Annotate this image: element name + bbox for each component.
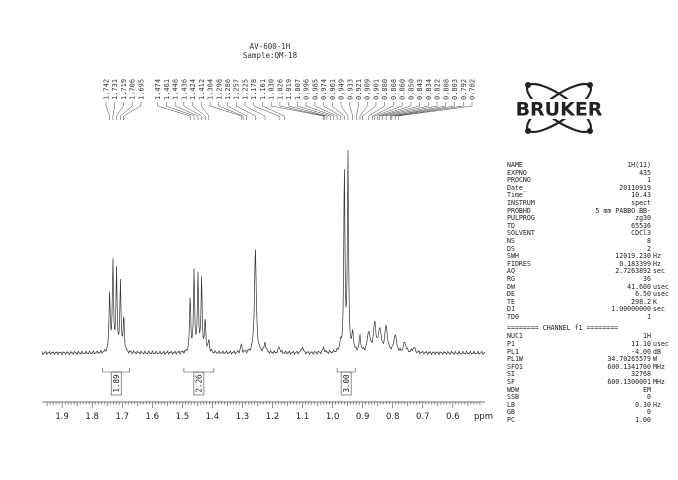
peak-label-leader — [362, 106, 376, 116]
parameter-name: SF — [507, 378, 515, 387]
x-axis-tick-label: 1.6 — [145, 412, 160, 422]
parameter-value: -4.00 — [631, 347, 651, 356]
peak-label: 0.949 — [337, 78, 346, 100]
peak-label: 0.880 — [381, 78, 390, 100]
parameter-value: 36 — [643, 274, 651, 283]
peak-label: 1.719 — [119, 78, 128, 100]
parameter-value: 20110919 — [619, 183, 651, 192]
parameter-name: P1 — [507, 340, 515, 349]
peak-label: 1.436 — [180, 78, 189, 100]
peak-label: 1.257 — [232, 78, 241, 100]
parameter-value: 298.2 — [631, 297, 651, 306]
peak-label: 1.026 — [276, 78, 285, 100]
parameter-unit: K — [653, 297, 657, 306]
peak-label-leader — [254, 106, 279, 116]
parameter-value: 5 mm PABBO BB- — [595, 206, 651, 215]
parameter-value: 1H(11) — [627, 161, 651, 169]
integral-bracket — [184, 368, 214, 372]
parameter-name: PROBHD — [507, 206, 531, 215]
bruker-logo — [504, 72, 614, 146]
integral-bracket — [337, 368, 355, 372]
peak-label: 0.860 — [398, 78, 407, 100]
parameter-unit: usec — [653, 340, 669, 349]
peak-label: 0.834 — [424, 78, 433, 100]
peak-label: 0.961 — [328, 78, 337, 100]
parameter-value: 1.00000000 — [611, 305, 651, 314]
parameter-value: 6.50 — [635, 290, 651, 299]
x-axis-tick-label: 1.3 — [235, 412, 250, 422]
parameter-unit: Hz — [653, 400, 661, 409]
peak-label: 1.461 — [162, 78, 171, 100]
parameter-unit: dB — [653, 347, 661, 356]
parameter-name: NS — [507, 236, 515, 245]
peak-label-leader — [271, 106, 323, 116]
peak-label: 1.298 — [215, 78, 224, 100]
parameter-unit: MHz — [653, 362, 665, 371]
acquisition-parameters — [507, 162, 671, 425]
x-axis-tick-label: 0.7 — [416, 412, 430, 422]
parameter-value: 2.7263892 — [615, 267, 651, 276]
parameter-unit: Hz — [653, 259, 661, 268]
parameter-name: Time — [507, 191, 523, 200]
x-axis-tick-label: 1.2 — [265, 412, 280, 422]
peak-label: 0.921 — [354, 78, 363, 100]
parameter-value: 600.1300001 — [607, 378, 651, 387]
peak-label: 1.225 — [241, 78, 250, 100]
spectrum-title: AV-600-1H — [249, 42, 291, 51]
parameter-value: 41.600 — [627, 282, 651, 291]
peak-label: 0.843 — [416, 78, 425, 100]
peak-label-leader — [201, 106, 208, 116]
parameter-unit: MHz — [653, 378, 665, 387]
parameter-list — [507, 162, 671, 321]
parameter-value: 1.00 — [635, 416, 651, 424]
peak-label-leader — [289, 106, 327, 116]
parameter-unit: sec — [653, 305, 665, 314]
parameter-value: 11.10 — [631, 340, 651, 349]
parameter-value: 2 — [647, 244, 651, 253]
peak-label: 1.007 — [293, 78, 302, 100]
peak-label: 0.782 — [468, 78, 477, 100]
peak-label: 1.304 — [206, 78, 215, 100]
peak-label-leader — [306, 106, 334, 116]
parameter-value: 0.183399 — [619, 259, 651, 268]
parameter-name: DW — [507, 282, 515, 291]
peak-label: 0.985 — [311, 78, 320, 100]
parameter-value: 435 — [639, 168, 651, 177]
parameter-value: 65536 — [631, 221, 651, 230]
parameter-value: 8 — [647, 236, 651, 245]
parameter-name: FIDRES — [507, 259, 531, 268]
parameter-value: 10.43 — [631, 191, 651, 200]
peak-label: 0.850 — [407, 78, 416, 100]
peak-label-leader — [398, 106, 472, 116]
spectrum-trace — [42, 150, 485, 355]
peak-label: 0.808 — [442, 78, 451, 100]
x-axis-tick-label: 1.0 — [325, 412, 340, 422]
peak-label-leader — [350, 106, 353, 116]
peak-label: 1.412 — [197, 78, 206, 100]
peak-label: 1.731 — [111, 78, 120, 100]
parameter-name: LB — [507, 400, 515, 409]
peak-label: 1.448 — [171, 78, 180, 100]
bruker-atom-icon — [504, 72, 614, 146]
parameter-value: 12019.230 — [615, 252, 651, 261]
peak-label: 1.742 — [102, 78, 111, 100]
parameter-row — [507, 314, 671, 322]
parameter-value: zg30 — [635, 214, 651, 223]
parameter-value: 0 — [647, 393, 651, 402]
parameter-name: PL1W — [507, 355, 523, 364]
parameter-name: NAME — [507, 161, 523, 169]
parameter-name: NUC1 — [507, 332, 523, 341]
parameter-name: TD — [507, 221, 515, 230]
parameter-value: 1 — [647, 312, 651, 321]
peak-label: 0.901 — [372, 78, 381, 100]
parameter-name: SWH — [507, 252, 519, 261]
x-axis-unit: ppm — [474, 412, 494, 422]
parameter-value: 0.30 — [635, 400, 651, 409]
peak-label-leader — [262, 106, 284, 116]
parameter-name: EXPNO — [507, 168, 527, 177]
x-axis-tick-label: 0.8 — [385, 412, 400, 422]
integral-value: 1.89 — [111, 374, 121, 393]
parameter-name: TD0 — [507, 312, 519, 321]
peak-label-leader — [341, 106, 348, 116]
peak-label-leader — [245, 106, 265, 116]
parameter-value: 34.70265579 — [607, 355, 651, 364]
parameter-name: SI — [507, 370, 515, 379]
peak-label: 0.974 — [320, 78, 329, 100]
peak-label: 1.019 — [285, 78, 294, 100]
x-axis-tick-label: 1.5 — [175, 412, 190, 422]
peak-label: 0.933 — [346, 78, 355, 100]
x-axis-tick-label: 1.7 — [115, 412, 130, 422]
parameter-name: Date_ — [507, 183, 527, 192]
peak-label-leader — [360, 106, 367, 116]
bruker-logo-text: BRUKER — [515, 98, 603, 121]
parameter-name: D1 — [507, 305, 515, 314]
parameter-value: 0 — [647, 408, 651, 417]
integral-value: 3.00 — [341, 374, 351, 393]
sample-name: Sample:QM-18 — [242, 51, 298, 60]
x-axis-tick-label: 1.1 — [295, 412, 310, 422]
peak-label: 1.474 — [154, 78, 163, 100]
peak-label-leader — [113, 106, 115, 116]
x-axis-tick-label: 1.8 — [85, 412, 99, 422]
peak-label: 1.695 — [137, 78, 146, 100]
parameter-name: DS — [507, 244, 515, 253]
x-axis-tick-label: 0.9 — [355, 412, 370, 422]
parameter-value: spect — [631, 198, 651, 207]
integral-bracket — [103, 368, 130, 372]
peak-label: 1.030 — [267, 78, 276, 100]
parameter-name: RG — [507, 274, 515, 283]
channel-title: ======== CHANNEL f1 ======== — [507, 324, 619, 333]
x-axis-tick-label: 0.6 — [446, 412, 460, 422]
parameter-name: GB — [507, 408, 515, 417]
peak-label: 0.996 — [302, 78, 311, 100]
parameter-unit: sec — [653, 267, 665, 276]
parameter-value: EM — [643, 385, 651, 394]
parameter-name: TE — [507, 297, 515, 306]
peak-label-leader — [166, 106, 194, 116]
peak-label: 1.424 — [189, 78, 198, 100]
peak-label: 1.286 — [224, 78, 233, 100]
parameter-name: SOLVENT — [507, 229, 535, 238]
parameter-name: AQ — [507, 267, 515, 276]
peak-label-leader — [158, 106, 191, 116]
channel-parameter-list — [507, 333, 671, 424]
peak-label: 1.178 — [250, 78, 259, 100]
peak-label: 0.822 — [433, 78, 442, 100]
integral-value: 2.26 — [194, 374, 204, 393]
parameter-row — [507, 417, 671, 425]
peak-label: 1.161 — [258, 78, 267, 100]
parameter-name: PC — [507, 416, 515, 424]
parameter-name: SFO1 — [507, 362, 523, 371]
peak-label: 0.868 — [389, 78, 398, 100]
peak-label-leader — [392, 106, 455, 116]
parameter-value: 600.1341700 — [607, 362, 651, 371]
x-axis-tick-label: 1.4 — [205, 412, 220, 422]
parameter-value: 1 — [647, 176, 651, 185]
x-axis-tick-label: 1.9 — [55, 412, 69, 422]
parameter-unit: usec — [653, 290, 669, 299]
peak-label: 0.803 — [451, 78, 460, 100]
parameter-unit: W — [653, 355, 657, 364]
peak-label: 1.706 — [128, 78, 137, 100]
peak-label: 0.792 — [459, 78, 468, 100]
parameter-value: CDCl3 — [631, 229, 651, 238]
parameter-name: PL1 — [507, 347, 519, 356]
parameter-unit: usec — [653, 282, 669, 291]
parameter-value: 32768 — [631, 370, 651, 379]
peak-label-leader — [356, 106, 358, 116]
parameter-name: PROCNO — [507, 176, 531, 185]
parameter-name: PULPROG — [507, 214, 535, 223]
parameter-value: 1H — [643, 332, 651, 341]
parameter-name: DE — [507, 290, 515, 299]
parameter-name: INSTRUM — [507, 198, 535, 207]
parameter-unit: Hz — [653, 252, 661, 261]
parameter-name: SSB — [507, 393, 519, 402]
peak-label-leader — [106, 106, 110, 116]
parameter-name: WDW — [507, 385, 519, 394]
peak-label: 0.909 — [363, 78, 372, 100]
